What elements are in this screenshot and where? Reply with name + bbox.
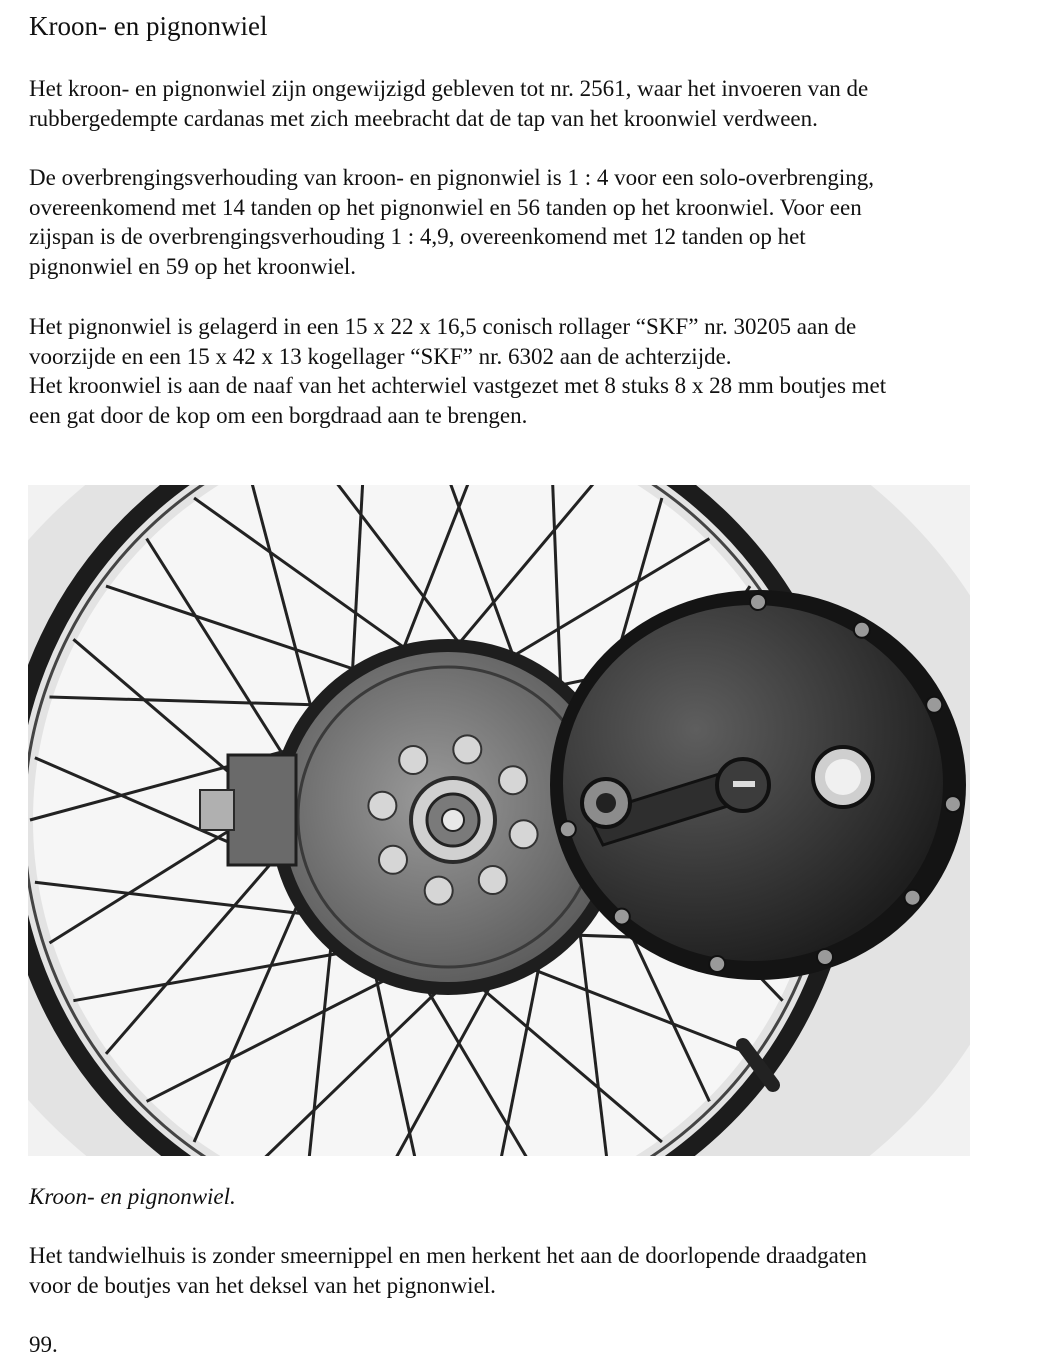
paragraph-crown-pinion-history — [29, 74, 1029, 133]
paragraph-gear-ratio — [29, 163, 1029, 281]
hub-bolt — [499, 766, 527, 794]
text-line: voorzijde en een 15 x 42 x 13 kogellager “SKF” nr. 6302 aan de achterzijde. — [29, 343, 732, 369]
hub-bolt — [425, 877, 453, 905]
hub-bolt — [399, 746, 427, 774]
text-line: pignonwiel en 59 op het kroonwiel. — [29, 253, 357, 279]
cover-bolt — [926, 697, 942, 713]
text-line: voor de boutjes van het deksel van het pignonwiel. — [29, 1272, 496, 1298]
text-line: Het kroonwiel is aan de naaf van het achterwiel vastgezet met 8 stuks 8 x 28 mm boutjes met — [29, 373, 887, 398]
text-line: Het pignonwiel is gelagerd in een 15 x 22 x 16,5 conisch rollager “SKF” nr. 30205 aan de — [29, 314, 857, 339]
cover-bolt — [945, 796, 961, 812]
text-line: Het tandwielhuis is zonder smeernippel en men herkent het aan de doorlopende draadgaten — [29, 1243, 867, 1268]
text-line: overeenkomend met 14 tanden op het pignonwiel en 56 tanden op het kroonwiel. Voor een — [29, 194, 862, 220]
cover-bolt — [709, 956, 725, 972]
cover-bolt — [614, 909, 630, 925]
text-line: een gat door de kop om een borgdraad aan te brengen. — [29, 402, 528, 428]
brake-anchor — [228, 755, 296, 865]
page-heading: Kroon- en pignonwiel — [29, 11, 268, 41]
hub-bolt — [453, 735, 481, 763]
axle-nut — [200, 790, 234, 830]
paragraph-gear-housing — [29, 1241, 1029, 1300]
paragraph-bearings — [29, 312, 1029, 430]
hub-bolt — [510, 820, 538, 848]
page-number: 99. — [29, 1332, 58, 1357]
text-line: rubbergedempte cardanas met zich meebracht dat de tap van het kroonwiel verdween. — [29, 105, 818, 131]
hub-bolt — [479, 866, 507, 894]
text-line: De overbrengingsverhouding van kroon- en pignonwiel is 1 : 4 voor een solo-overbrenging, — [29, 165, 875, 190]
text-line: zijspan is de overbrengingsverhouding 1 : 4,9, overeenkomend met 12 tanden op het — [29, 224, 806, 249]
cover-bolt — [854, 622, 870, 638]
cover-bolt — [905, 890, 921, 906]
hub-bolt — [379, 846, 407, 874]
cover-bolt — [817, 949, 833, 965]
figure-caption: Kroon- en pignonwiel. — [29, 1184, 236, 1209]
cover-bolt — [560, 821, 576, 837]
hub-bolt — [368, 792, 396, 820]
wheel-illustration — [28, 485, 970, 1156]
wheel-hub-photo — [28, 485, 970, 1156]
cover-bolt — [750, 594, 766, 610]
text-line: Het kroon- en pignonwiel zijn ongewijzigd gebleven tot nr. 2561, waar het invoeren van de — [29, 76, 869, 101]
